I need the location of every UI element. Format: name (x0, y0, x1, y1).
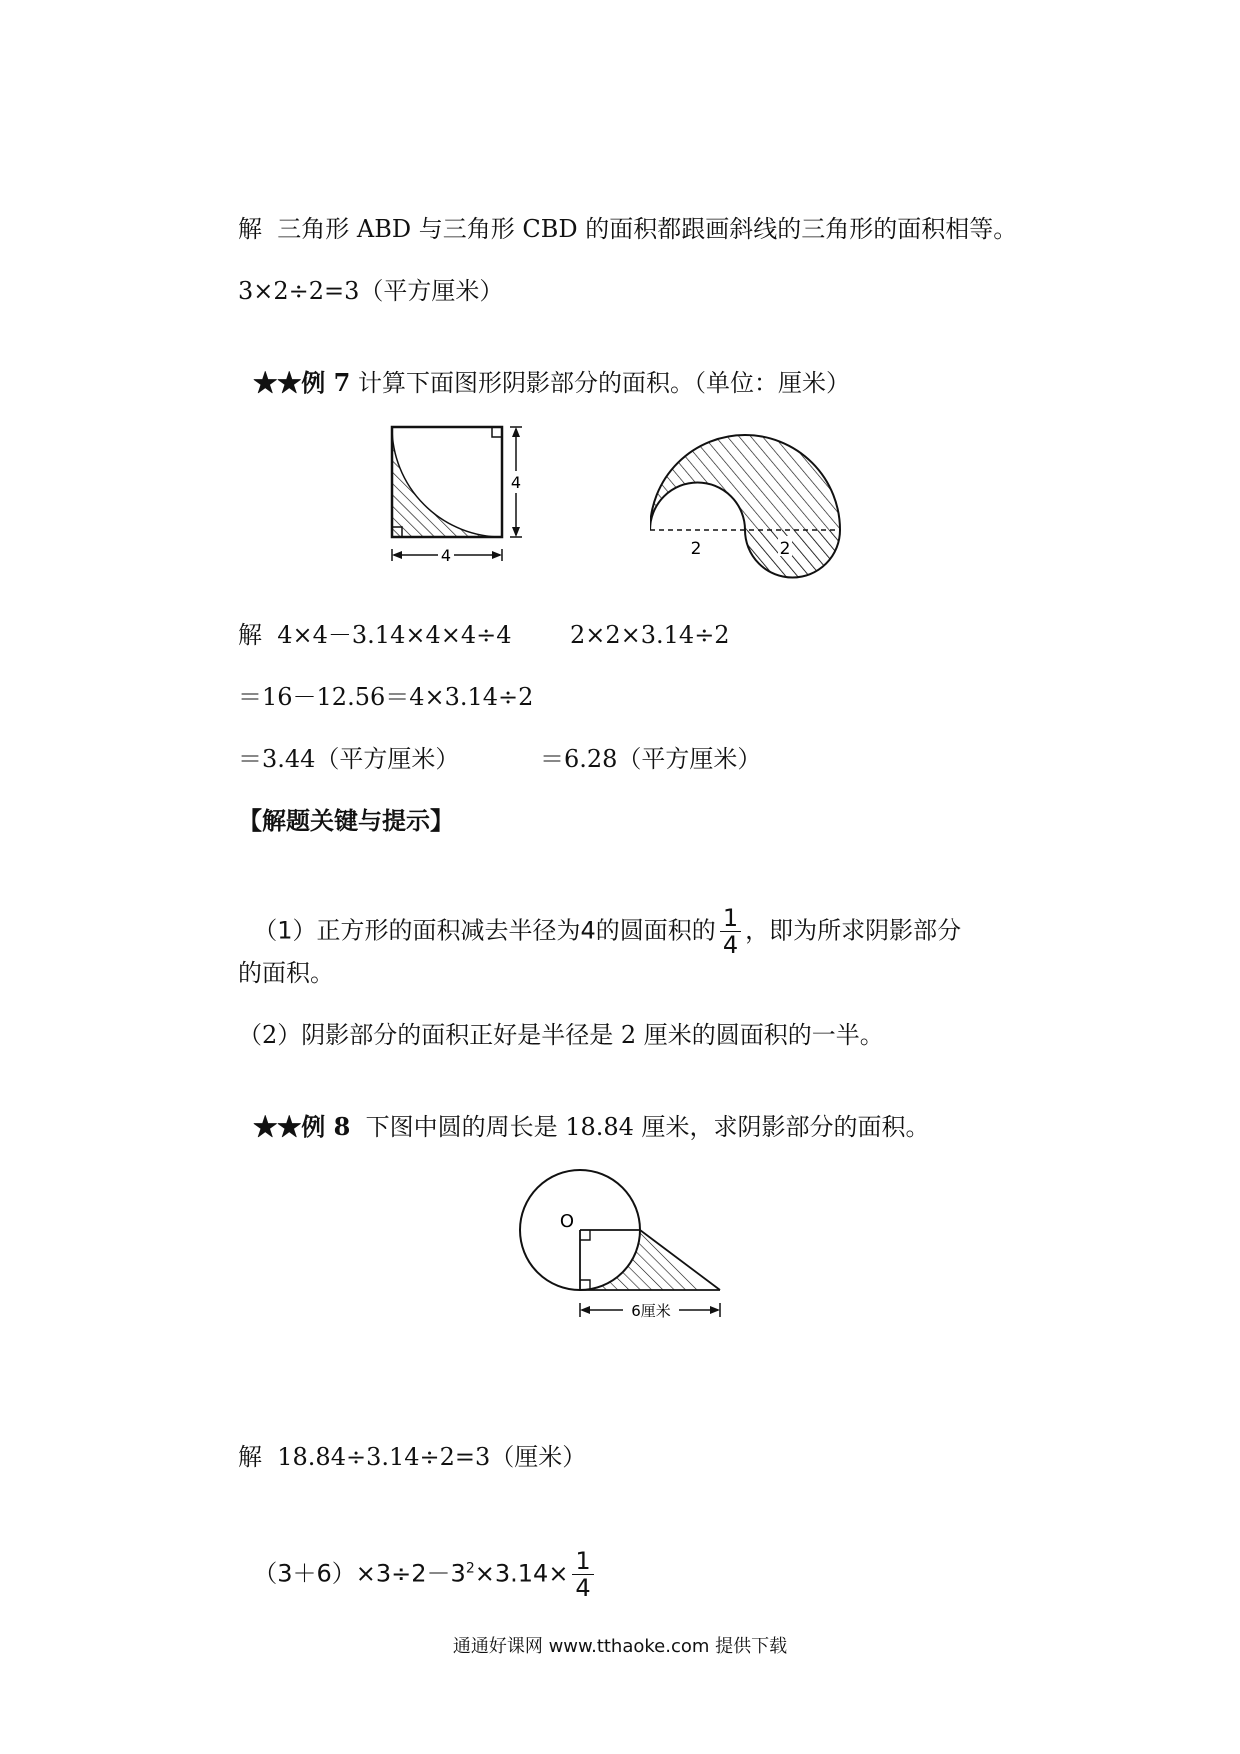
page-footer: 通通好课网 www.tthaoke.com 提供下载 (452, 1636, 788, 1657)
solution-7-line-1b: 2×2×3.14÷2 (570, 621, 730, 649)
shaded-region (392, 427, 502, 537)
exponent: 2 (465, 1560, 475, 1577)
solution-line-2: 3×2÷2=3（平方厘米） (238, 277, 504, 305)
hint-2: （2）阴影部分的面积正好是半径是 2 厘米的圆面积的一半。 (238, 1021, 884, 1049)
fraction-one-quarter: $\frac{1}{4}$ (720, 905, 741, 958)
key-hints-title: 【解题关键与提示】 (238, 806, 454, 835)
example-7-text: 计算下面图形阴影部分的面积。（单位：厘米） (350, 369, 850, 397)
star-icon: ★★ (253, 368, 302, 397)
example-8-text: 下图中圆的周长是 18.84 厘米，求阴影部分的面积。 (350, 1113, 930, 1141)
center-o-label: O (559, 1211, 575, 1232)
left-radius-label: 2 (690, 539, 702, 559)
right-side-label: 4 (510, 473, 522, 492)
example-8-label: 例 8 (301, 1112, 351, 1141)
base-label: 6厘米 (631, 1302, 671, 1320)
solution-8-line-1: 解 18.84÷3.14÷2=3（厘米） (238, 1443, 587, 1471)
fraction-one-quarter: $\frac{1}{4}$ (572, 1548, 593, 1601)
star-icon: ★★ (253, 1112, 302, 1141)
example-7-heading (238, 338, 850, 398)
solution-7-line-3: ＝3.44（平方厘米） (238, 745, 460, 773)
formula-part-1: （3＋6）×3÷2－3 (253, 1559, 466, 1588)
solution-7-line-2: ＝16－12.56＝4×3.14÷2 (238, 683, 534, 711)
bottom-side-label: 4 (440, 546, 452, 565)
example-8-heading (238, 1082, 930, 1142)
right-radius-label: 2 (779, 539, 791, 559)
hint-1-continued: 的面积。 (238, 959, 334, 987)
hint-1-text-b: ，即为所求阴影部分 (745, 916, 962, 945)
formula-part-2: ×3.14× (474, 1559, 569, 1588)
figure-square-quarter-circle (380, 415, 540, 575)
hint-1 (238, 875, 961, 958)
figure-semicircles (650, 415, 860, 585)
hint-1-text-a: （1）正方形的面积减去半径为4的圆面积的 (253, 916, 716, 945)
solution-7-line-1: 解 4×4－3.14×4×4÷4 (238, 621, 512, 649)
solution-line-1: 解 三角形 ABD 与三角形 CBD 的面积都跟画斜线的三角形的面积相等。 (238, 215, 1018, 243)
solution-7-line-3b: ＝6.28（平方厘米） (540, 745, 762, 773)
solution-8-line-2 (238, 1518, 598, 1601)
example-7-label: 例 7 (301, 368, 351, 397)
figure-circle-triangle (515, 1165, 745, 1335)
